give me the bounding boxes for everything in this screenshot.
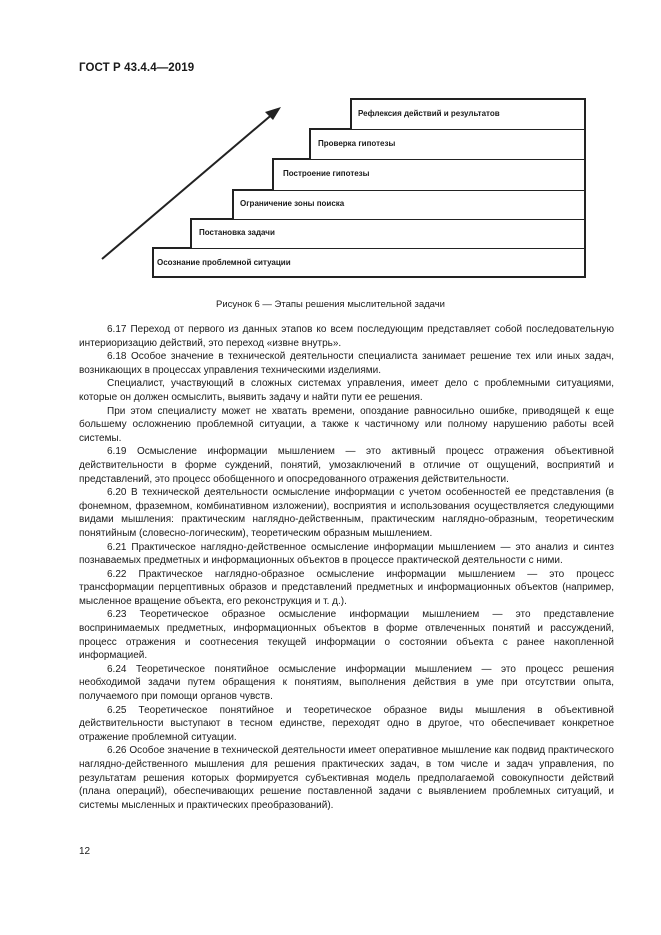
paragraph-time: При этом специалисту может не хватать времени, опоздание равносильно ошибке, приводящей к еще большему осложнению проблемной ситуации, а также к частичному или полному нарушению работы всей системы.: [79, 405, 614, 444]
step-3-label: Ограничение зоны поиска: [240, 199, 345, 208]
paragraph-6-24: 6.24 Теоретическое понятийное осмысление информации мышлением — это процесс решения необходимой задачи путем обращения к понятиям, выполнения действия в уме при отсутствии опыта, получаемого при помощи органов чувств.: [79, 663, 614, 703]
body-text: [79, 323, 614, 812]
step-2-label: Постановка задачи: [199, 228, 275, 237]
step-4-label: Построение гипотезы: [283, 169, 370, 178]
paragraph-specialist: Специалист, участвующий в сложных системах управления, имеет дело с проблемными ситуациями, которые он должен осмыслить, выявить задачу и найти пути ее решения.: [79, 378, 614, 403]
step-1-label: Осознание проблемной ситуации: [157, 258, 291, 267]
paragraph-6-26: 6.26 Особое значение в технической деятельности имеет оперативное мышление как подвид практического наглядно-действенного мышления для решения практических задач, в том числе и задач управления, по результатам решения которых формируется субъективная модель предполагаемой совокупности действий (плана операций), обеспечивающих решение поставленной задачи с выявлением проблемных ситуаций, и системы мысленных и практических преобразований).: [79, 745, 614, 811]
figure-caption: Рисунок 6 — Этапы решения мыслительной задачи: [216, 299, 445, 310]
paragraph-6-17: 6.17 Переход от первого из данных этапов ко всем последующим представляет собой последовательную интериоризацию действий, это переход «извне внутрь».: [79, 324, 614, 349]
page-number: 12: [79, 846, 91, 857]
paragraph-6-25: 6.25 Теоретическое понятийное и теоретическое образное виды мышления в объективной действительности выступают в тесном единстве, переходят одно в другое, что обеспечивает конкретное отражение проблемной ситуации.: [79, 704, 614, 743]
paragraph-6-22: 6.22 Практическое наглядно-образное осмысление информации мышлением — это процесс трансформации перцептивных образов и представлений предметных и информационных объектов (например, мысленное вращение объекта, его реконструкция и т. д.).: [79, 568, 614, 607]
page-header: ГОСТ Р 43.4.4—2019: [79, 62, 195, 74]
stages-figure: [0, 0, 661, 300]
paragraph-6-23: 6.23 Теоретическое образное осмысление информации мышлением — это представление воспринимаемых предметных, информационных объектов в форме отвлеченных понятий и рассуждений, процесс отражения и соотнесения текущей информации о состоянии объекта с ранее накопленной информацией.: [79, 609, 614, 662]
step-5-label: Проверка гипотезы: [318, 139, 396, 148]
paragraph-6-20: 6.20 В технической деятельности осмысление информации с учетом особенностей ее представления (в фонемном, фраземном, комбинативном изложении), восприятия и использования осуществляется следующими видами мышления: практическим наглядно-действенным, практическим наглядно-образным, теоретическим понятийным (словесно-логическим), теоретическим образным мышлением.: [79, 487, 614, 539]
paragraph-6-21: 6.21 Практическое наглядно-действенное осмысление информации мышлением — это анализ и синтез познаваемых предметных и информационных объектов в процессе практической деятельности с ними.: [79, 541, 614, 567]
paragraph-6-18: 6.18 Особое значение в технической деятельности специалиста занимает решение тех или иных задач, возникающих в процессах управления техническими изделиями.: [79, 351, 614, 376]
paragraph-6-19: 6.19 Осмысление информации мышлением — это активный процесс отражения объективной действительности в форме суждений, понятий, умозаключений в отличие от ощущений, восприятий и представлений, это процесс обобщенного и опосредованного отражения действительности.: [79, 446, 614, 485]
step-6-label: Рефлексия действий и результатов: [358, 109, 500, 118]
